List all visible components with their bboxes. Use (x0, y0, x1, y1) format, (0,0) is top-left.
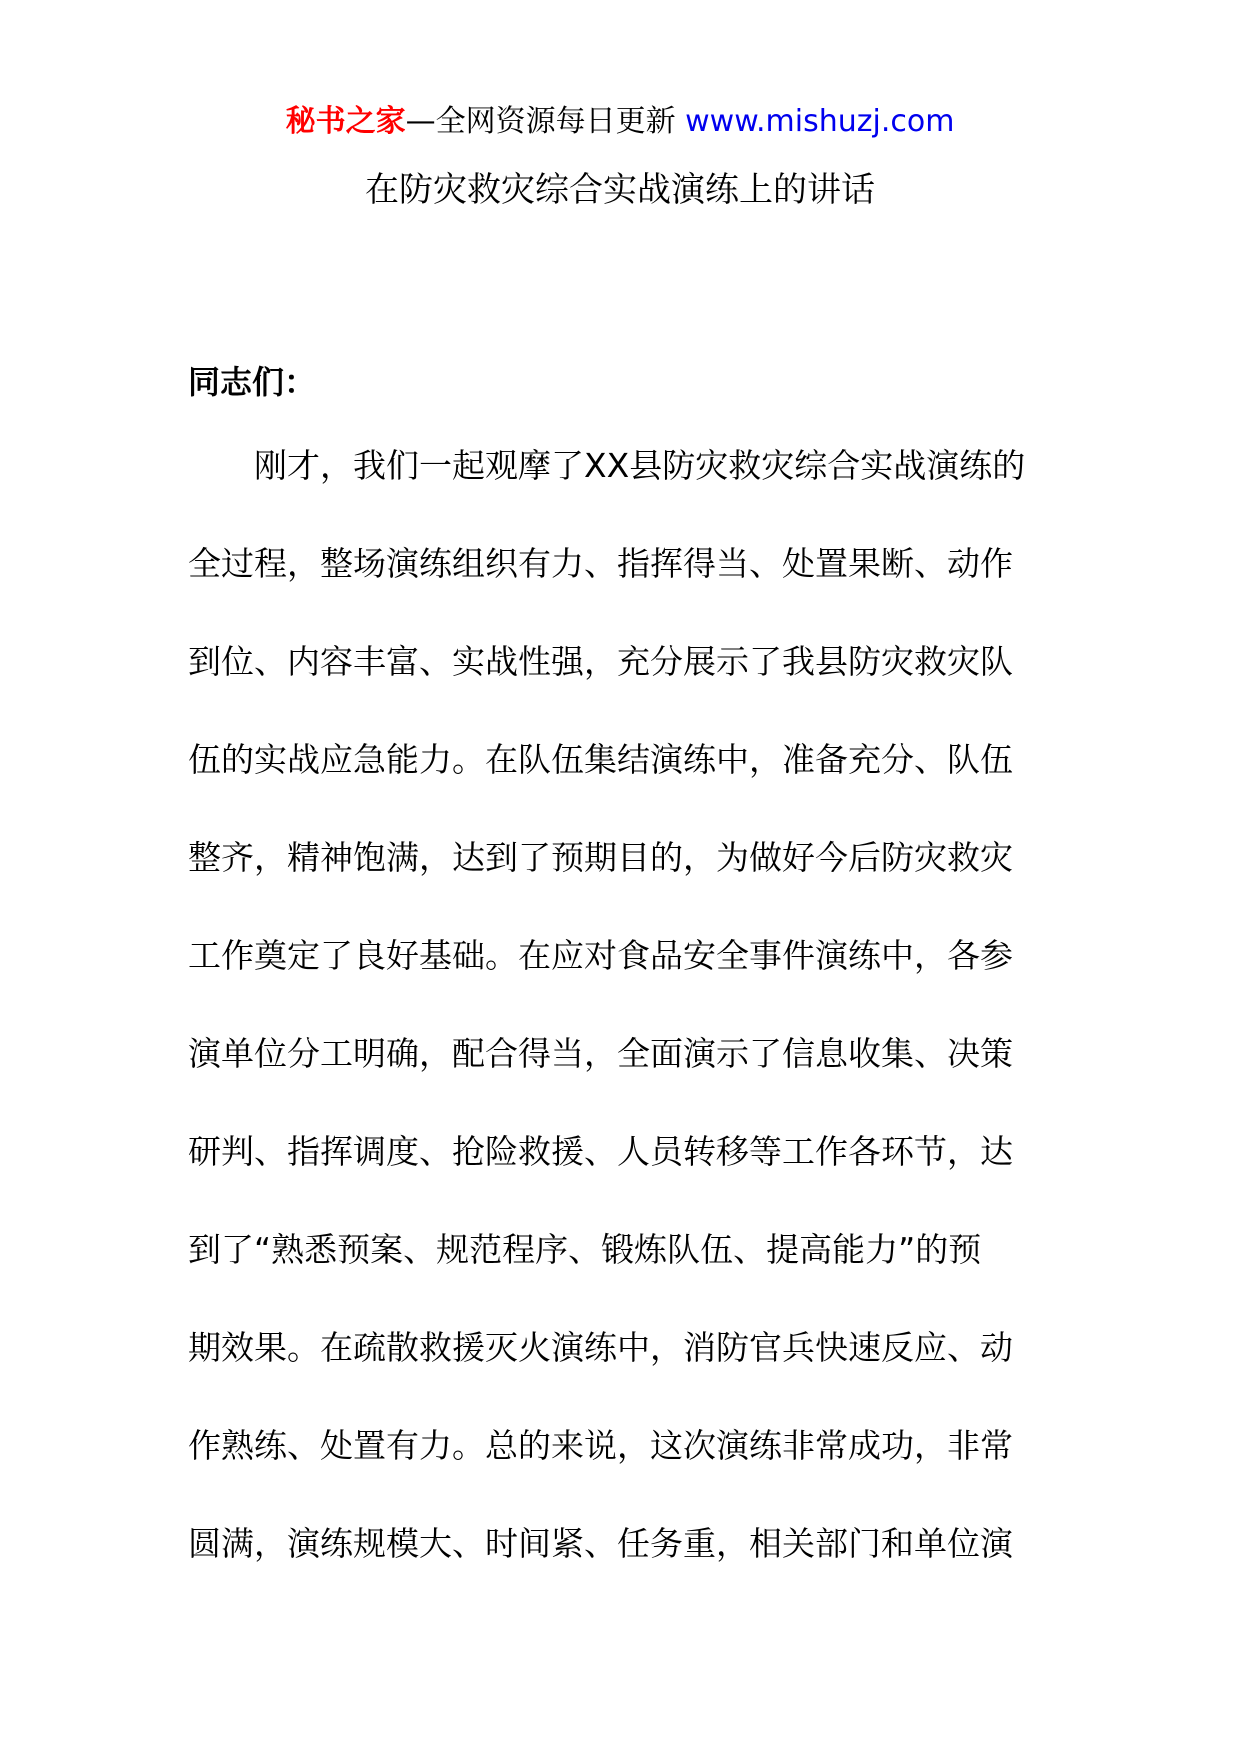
body-line: 工作奠定了良好基础。在应对食品安全事件演练中，各参 (188, 936, 1013, 975)
body-line: 全过程，整场演练组织有力、指挥得当、处置果断、动作 (188, 544, 1013, 583)
body-text (188, 436, 1068, 1612)
body-line: 整齐，精神饱满，达到了预期目的，为做好今后防灾救灾 (188, 838, 1013, 877)
document-title: 在防灾救灾综合实战演练上的讲话 (365, 170, 875, 210)
body-line: 研判、指挥调度、抢险救援、人员转移等工作各环节，达 (188, 1132, 1013, 1171)
header-tagline: —全网资源每日更新 (405, 104, 686, 139)
body-line: 圆满，演练规模大、时间紧、任务重，相关部门和单位演 (188, 1524, 1013, 1563)
body-line: 到了“熟悉预案、规范程序、锻炼队伍、提高能力”的预 (188, 1230, 982, 1269)
body-line: 期效果。在疏散救援灭火演练中，消防官兵快速反应、动 (188, 1328, 1013, 1367)
site-url-link[interactable]: www.mishuzj.com (685, 104, 955, 139)
body-line: 刚才，我们一起观摩了XX县防灾救灾综合实战演练的 (254, 446, 1026, 485)
body-line: 演单位分工明确，配合得当，全面演示了信息收集、决策 (188, 1034, 1013, 1073)
brand-name: 秘书之家 (285, 104, 406, 139)
body-line: 作熟练、处置有力。总的来说，这次演练非常成功，非常 (188, 1426, 1013, 1465)
salutation: 同志们： (188, 363, 317, 401)
body-line: 到位、内容丰富、实战性强，充分展示了我县防灾救灾队 (188, 642, 1013, 681)
body-line: 伍的实战应急能力。在队伍集结演练中，准备充分、队伍 (188, 740, 1013, 779)
site-header (0, 100, 1240, 144)
